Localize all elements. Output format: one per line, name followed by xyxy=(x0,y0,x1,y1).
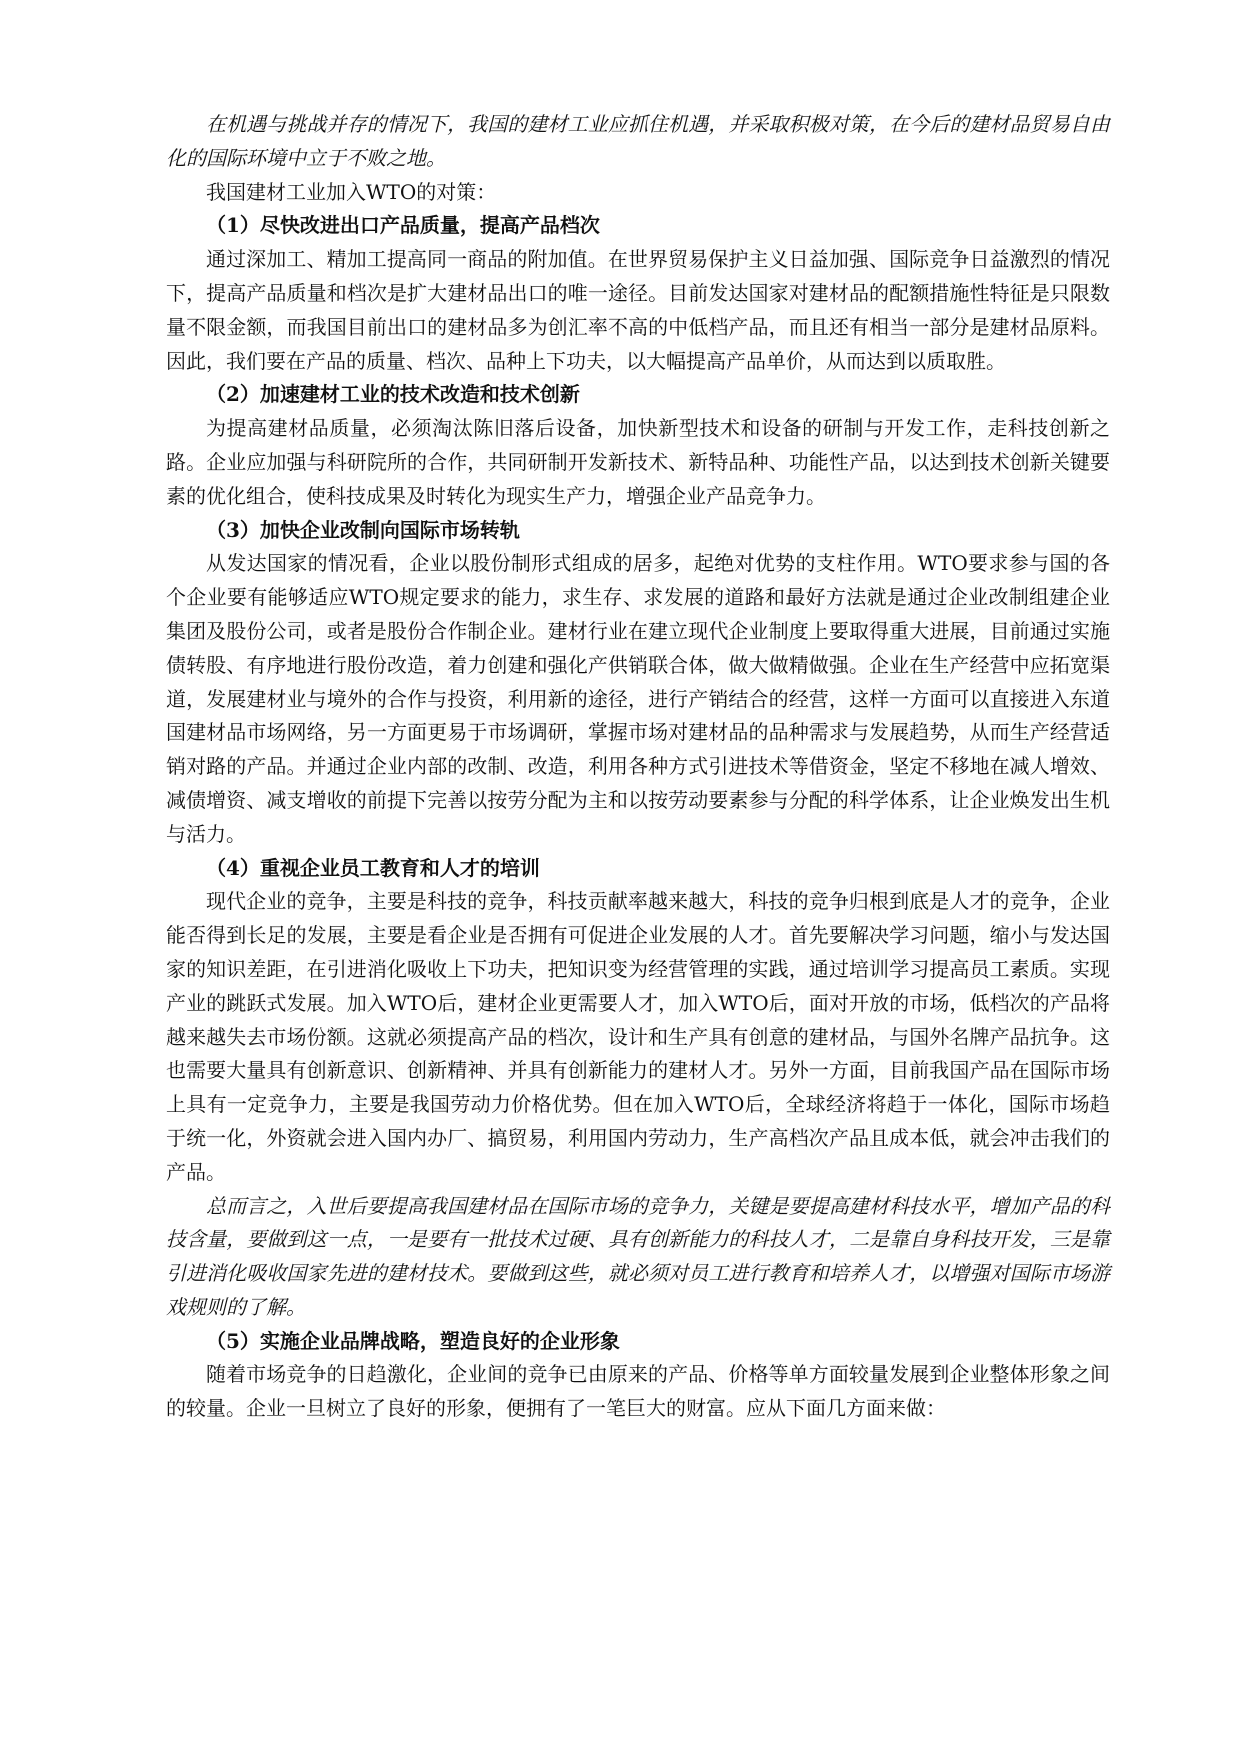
section-body-4: 现代企业的竞争，主要是科技的竞争，科技贡献率越来越大，科技的竞争归根到底是人才的竞争，企业能否得到长足的发展，主要是看企业是否拥有可促进企业发展的人才。首先要解决学习问题，缩小与发达国家的知识差距，在引进消化吸收上下功夫，把知识变为经营管理的实践，通过培训学习提高员工素质。实现产业的跳跃式发展。加入WTO后，建材企业更需要人才，加入WTO后，面对开放的市场，低档次的产品将越来越失去市场份额。这就必须提高产品的档次，设计和生产具有创意的建材品，与国外名牌产品抗争。这也需要大量具有创新意识、创新精神、并具有创新能力的建材人才。另外一方面，目前我国产品在国际市场上具有一定竞争力，主要是我国劳动力价格优势。但在加入WTO后，全球经济将趋于一体化，国际市场趋于统一化，外资就会进入国内办厂、搞贸易，利用国内劳动力，生产高档次产品且成本低，就会冲击我们的产品。 xyxy=(166,889,1110,1184)
section-heading-3: （3）加快企业改制向国际市场转轨 xyxy=(206,517,520,542)
section-body-3: 从发达国家的情况看，企业以股份制形式组成的居多，起绝对优势的支柱作用。WTO要求参与国的各个企业要有能够适应WTO规定要求的能力，求生存、求发展的道路和最好方法就是通过企业改制组建企业集团及股份公司，或者是股份合作制企业。建材行业在建立现代企业制度上要取得重大进展，目前通过实施债转股、有序地进行股份改造，着力创建和强化产供销联合体，做大做精做强。企业在生产经营中应拓宽渠道，发展建材业与境外的合作与投资，利用新的途径，进行产销结合的经营，这样一方面可以直接进入东道国建材品市场网络，另一方面更易于市场调研，掌握市场对建材品的品种需求与发展趋势，从而生产经营适销对路的产品。并通过企业内部的改制、改造，利用各种方式引进技术等借资金，坚定不移地在减人增效、减债增资、减支增收的前提下完善以按劳分配为主和以按劳动要素参与分配的科学体系，让企业焕发出生机与活力。 xyxy=(166,551,1110,846)
section-heading-1: （1）尽快改进出口产品质量，提高产品档次 xyxy=(206,213,600,238)
section-body-1: 通过深加工、精加工提高同一商品的附加值。在世界贸易保护主义日益加强、国际竞争日益激烈的情况下，提高产品质量和档次是扩大建材品出口的唯一途径。目前发达国家对建材品的配额措施性特征是只限数量不限金额，而我国目前出口的建材品多为创汇率不高的中低档产品，而且还有相当一部分是建材品原料。因此，我们要在产品的质量、档次、品种上下功夫，以大幅提高产品单价，从而达到以质取胜。 xyxy=(166,247,1110,373)
section-heading-2: （2）加速建材工业的技术改造和技术创新 xyxy=(206,382,580,407)
intro-paragraph: 在机遇与挑战并存的情况下，我国的建材工业应抓住机遇，并采取积极对策，在今后的建材品贸易自由化的国际环境中立于不败之地。 xyxy=(166,112,1110,170)
section-closing-4: 总而言之，入世后要提高我国建材品在国际市场的竞争力，关键是要提高建材科技水平，增加产品的科技含量，要做到这一点，一是要有一批技术过硬、具有创新能力的科技人才，二是靠自身科技开发，三是靠引进消化吸收国家先进的建材技术。要做到这些，就必须对员工进行教育和培养人才，以增强对国际市场游戏规则的了解。 xyxy=(166,1193,1110,1319)
section-heading-4: （4）重视企业员工教育和人才的培训 xyxy=(206,855,540,880)
lead-paragraph: 我国建材工业加入WTO的对策： xyxy=(206,179,497,204)
section-body-5: 随着市场竞争的日趋激化，企业间的竞争已由原来的产品、价格等单方面较量发展到企业整体形象之间的较量。企业一旦树立了良好的形象，便拥有了一笔巨大的财富。应从下面几方面来做： xyxy=(166,1362,1110,1421)
section-body-2: 为提高建材品质量，必须淘汰陈旧落后设备，加快新型技术和设备的研制与开发工作，走科技创新之路。企业应加强与科研院所的合作，共同研制开发新技术、新特品种、功能性产品，以达到技术创新关键要素的优化组合，使科技成果及时转化为现实生产力，增强企业产品竞争力。 xyxy=(166,416,1110,508)
section-heading-5: （5）实施企业品牌战略，塑造良好的企业形象 xyxy=(206,1328,620,1353)
document-page xyxy=(166,108,1110,1426)
